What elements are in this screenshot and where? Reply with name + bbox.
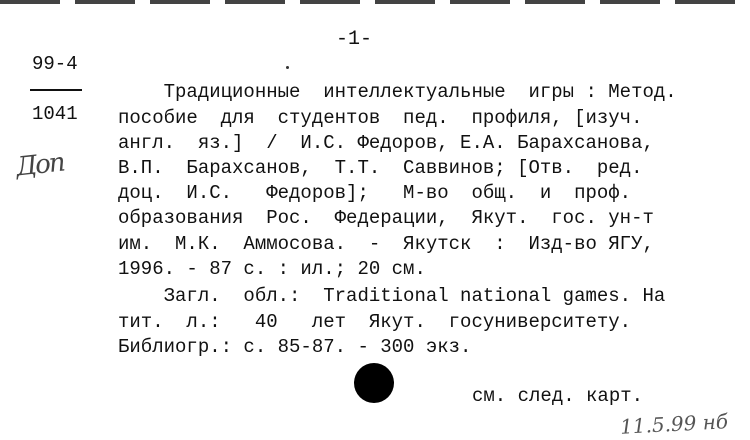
description-line: доц. И.С. Федоров]; М-во общ. и проф.	[118, 182, 632, 204]
description-line: Традиционные интеллектуальные игры : Метод.	[118, 81, 677, 103]
shelf-mark-divider	[30, 89, 82, 91]
description-line: пособие для студентов пед. профиля, [изуч.	[118, 107, 643, 129]
note-line: Загл. обл.: Traditional national games. На	[118, 285, 666, 307]
ink-dot	[286, 66, 289, 69]
note-line: Библиогр.: с. 85-87. - 300 экз.	[118, 336, 472, 358]
handwritten-mark: Доп	[14, 147, 65, 183]
top-border	[0, 0, 750, 4]
page-number: -1-	[336, 28, 373, 51]
description-line: В.П. Барахсанов, Т.Т. Саввинов; [Отв. ред.	[118, 157, 643, 179]
handwritten-date-note: 11.5.99 нб	[619, 409, 729, 439]
see-next-card: см. след. карт.	[472, 385, 644, 407]
description-line: англ. яз.] / И.С. Федоров, Е.А. Барахсанова,	[118, 132, 654, 154]
note-line: тит. л.: 40 лет Якут. госуниверситету.	[118, 311, 632, 333]
description-line: образования Рос. Федерации, Якут. гос. ун-т	[118, 207, 654, 229]
description-line: 1996. - 87 с. : ил.; 20 см.	[118, 258, 426, 280]
shelf-mark-bottom: 1041	[32, 103, 78, 125]
description-line: им. М.К. Аммосова. - Якутск : Изд-во ЯГУ,	[118, 233, 654, 255]
shelf-mark-top: 99-4	[32, 53, 78, 75]
punch-hole	[354, 363, 394, 403]
